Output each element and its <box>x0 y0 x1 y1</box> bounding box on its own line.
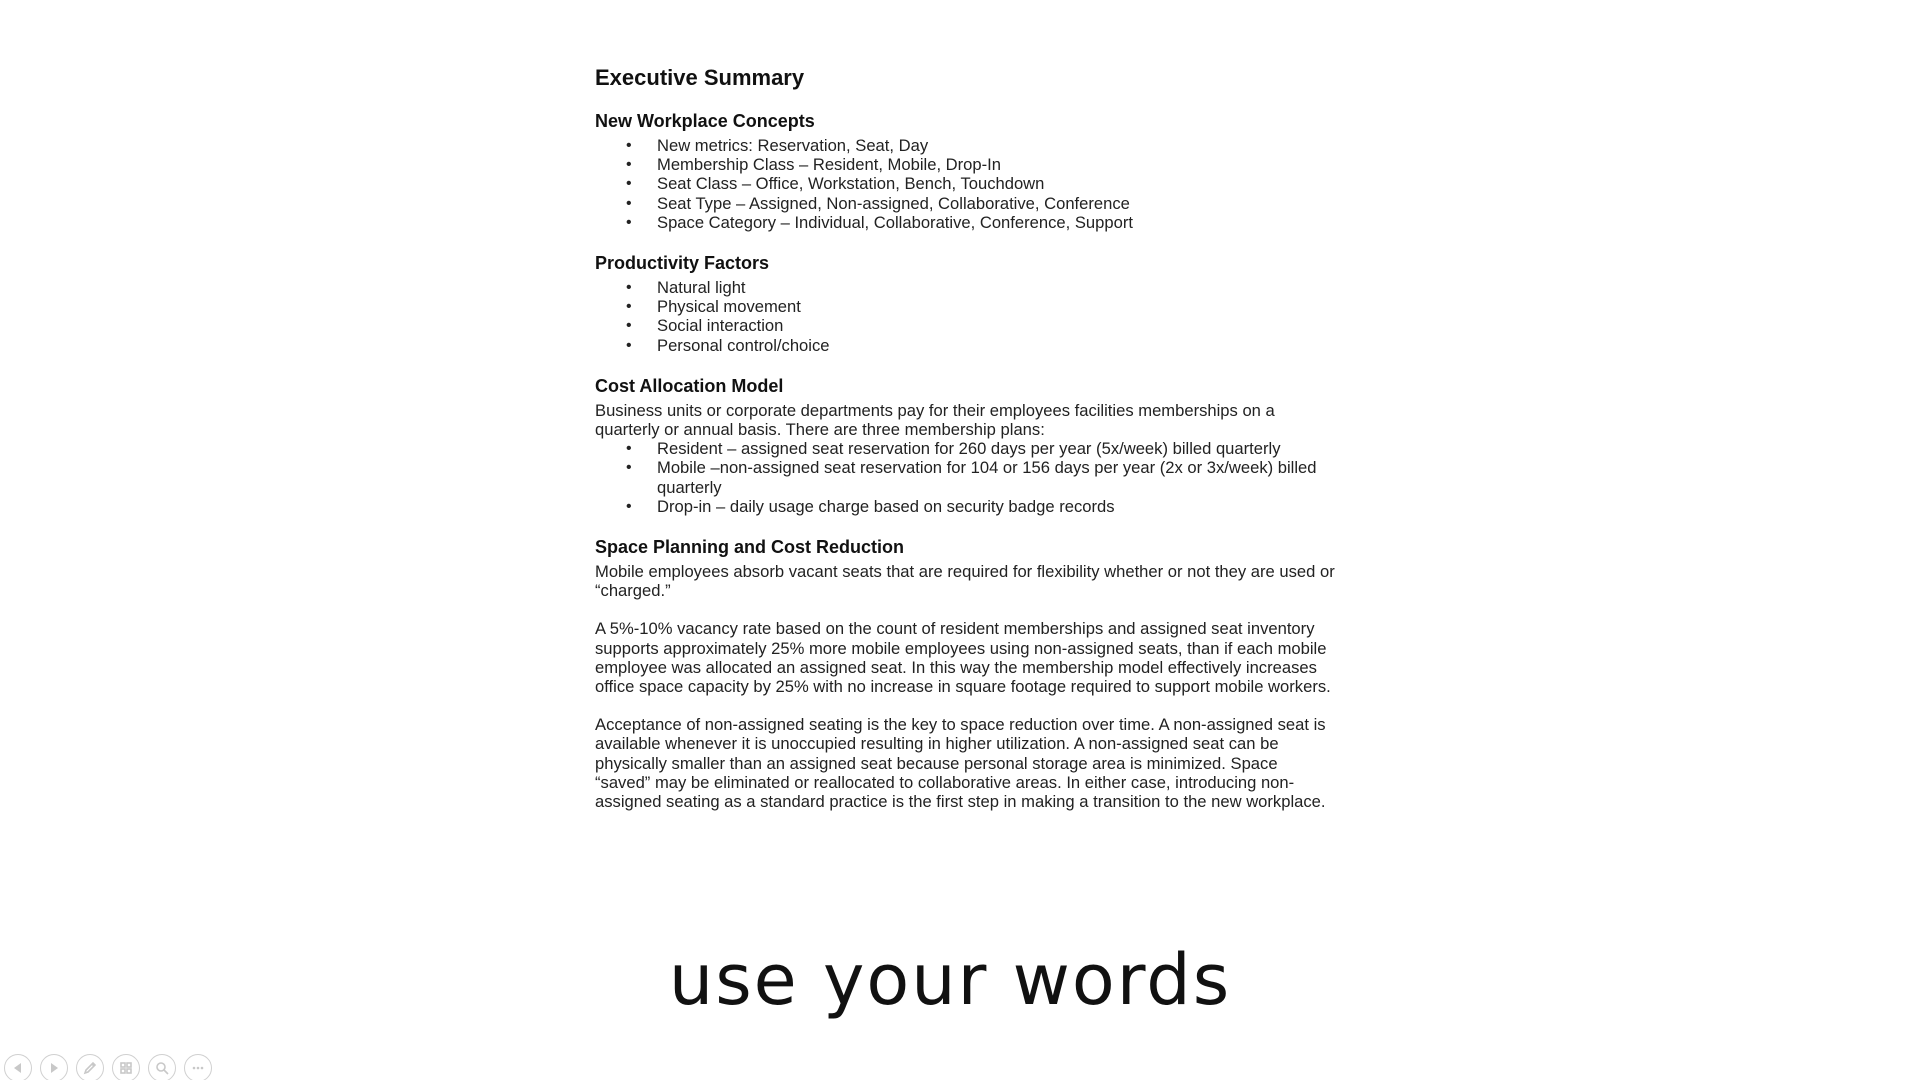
list-item: • Resident – assigned seat reservation for 260 days per year (5x/week) billed quarterly <box>657 439 1335 458</box>
section-heading: Productivity Factors <box>595 253 770 274</box>
section-productivity-factors <box>595 252 1335 355</box>
list-item: • Space Category – Individual, Collaborative, Conference, Support <box>657 213 1335 232</box>
presentation-controls <box>4 1054 212 1080</box>
paragraph: Acceptance of non-assigned seating is the key to space reduction over time. A non-assigned seat is available whenever it is unoccupied resulting in higher utilization. A non-assigned seat can be physically smaller than an assigned seat because personal storage area is minimized. Space “saved” may be eliminated or reallocated to collaborative areas. In either case, introducing non-assigned seating as a standard practice is the first step in making a transition to the new workplace. <box>595 715 1326 812</box>
slides-icon <box>118 1060 134 1076</box>
list-item: • Physical movement <box>657 297 1335 316</box>
pen-icon <box>82 1060 98 1076</box>
section-heading: Cost Allocation Model <box>595 375 784 396</box>
list-item: • Drop-in – daily usage charge based on security badge records <box>657 497 1335 516</box>
list-item: • New metrics: Reservation, Seat, Day <box>657 136 1335 155</box>
section-heading: New Workplace Concepts <box>595 111 815 131</box>
bullet-list <box>595 136 1335 232</box>
pen-tool-button[interactable] <box>76 1054 104 1080</box>
next-slide-button[interactable] <box>40 1054 68 1080</box>
more-options-button[interactable] <box>184 1054 212 1080</box>
paragraph: A 5%-10% vacancy rate based on the count of resident memberships and assigned seat inventory supports approximately 25% more mobile employees using non-assigned seats, than if each mobile employee was allocated an assigned seat. In this way the membership model effectively increases office space capacity by 25% with no increase in square footage required to support mobile workers. <box>595 619 1331 697</box>
more-icon <box>190 1060 206 1076</box>
bullet-list <box>595 439 1335 516</box>
list-item: • Social interaction <box>657 316 1335 335</box>
section-heading: Space Planning and Cost Reduction <box>595 537 905 558</box>
next-icon <box>46 1060 62 1076</box>
paragraph: Business units or corporate departments pay for their employees facilities memberships on a quarterly or annual basis. There are three membership plans: <box>595 400 1275 440</box>
previous-slide-button[interactable] <box>4 1054 32 1080</box>
list-item: • Mobile –non-assigned seat reservation for 104 or 156 days per year (2x or 3x/week) billed quarterly <box>657 458 1335 496</box>
zoom-button[interactable] <box>148 1054 176 1080</box>
section-cost-allocation <box>595 375 1335 516</box>
list-item: • Natural light <box>657 278 1335 297</box>
list-item: • Membership Class – Resident, Mobile, Drop-In <box>657 155 1335 174</box>
list-item: • Seat Class – Office, Workstation, Bench, Touchdown <box>657 174 1335 193</box>
section-workplace-concepts <box>595 110 1335 232</box>
previous-icon <box>10 1060 26 1076</box>
document-image <box>595 64 1335 831</box>
section-space-planning <box>595 536 1335 811</box>
paragraph: Mobile employees absorb vacant seats that are required for flexibility whether or not they are used or “charged.” <box>595 562 1335 601</box>
document-title: Executive Summary <box>595 65 805 90</box>
bullet-list <box>595 278 1335 355</box>
zoom-icon <box>154 1060 170 1076</box>
list-item: • Personal control/choice <box>657 336 1335 355</box>
see-all-slides-button[interactable] <box>112 1054 140 1080</box>
slide-caption: use your words <box>668 939 1232 1021</box>
list-item: • Seat Type – Assigned, Non-assigned, Collaborative, Conference <box>657 194 1335 213</box>
